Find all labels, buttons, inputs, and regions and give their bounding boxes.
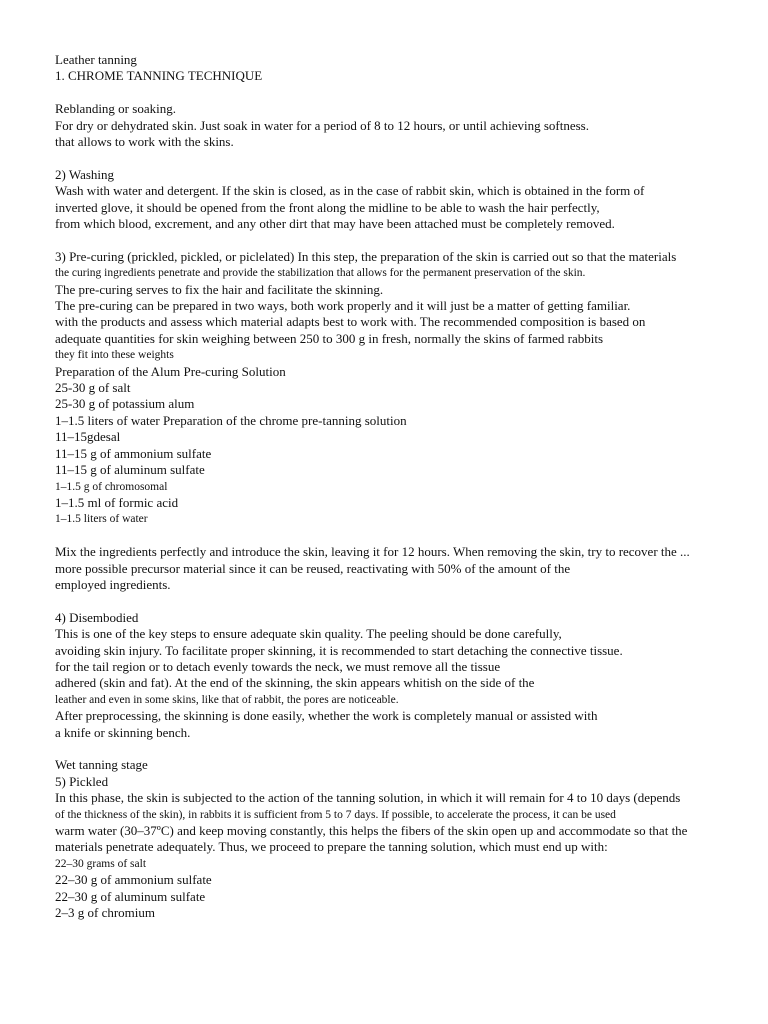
main-heading: 1. CHROME TANNING TECHNIQUE [55,68,263,84]
text-line: leather and even in some skins, like that of rabbit, the pores are noticeable. [55,693,399,706]
text-line: from which blood, excrement, and any other dirt that may have been attached must be completely removed. [55,216,615,232]
text-line: adequate quantities for skin weighing between 250 to 300 g in fresh, normally the skins of farmed rabbits [55,330,604,346]
section-title: Reblanding or soaking. [55,101,176,117]
text-line: This is one of the key steps to ensure adequate skin quality. The peeling should be done carefully, [55,626,562,642]
text-line: In this phase, the skin is subjected to the action of the tanning solution, in which it will remain for 4 to 10 days (depends [55,790,681,806]
text-line: Mix the ingredients perfectly and introduce the skin, leaving it for 12 hours. When removing the skin, try to recover the ... [55,544,690,560]
text-line: with the products and assess which material adapts best to work with. The recommended composition is based on [55,314,646,330]
ingredient-line: 2–3 g of chromium [55,905,156,921]
spacer [55,741,745,757]
text-line: more possible precursor material since it can be reused, reactivating with 50% of the amount of the [55,560,571,576]
text-line: of the thickness of the skin), in rabbits it is sufficient from 5 to 7 days. If possible, to accelerate the process, it can be used [55,808,616,821]
section-title: 2) Washing [55,166,115,182]
subsection-title: Preparation of the Alum Pre-curing Solution [55,363,286,379]
text-line: The pre-curing serves to fix the hair and facilitate the skinning. [55,281,384,297]
spacer [55,232,745,248]
ingredient-line: 11–15 g of ammonium sulfate [55,445,212,461]
ingredient-line: 11–15 g of aluminum sulfate [55,462,205,478]
ingredient-line: 25-30 g of potassium alum [55,396,195,412]
text-line: After preprocessing, the skinning is done easily, whether the work is completely manual or assisted with [55,708,598,724]
ingredient-line: 25-30 g of salt [55,380,131,396]
section-title: 3) Pre-curing (prickled, pickled, or piclelated) In this step, the preparation of the skin is carried out so that the materials [55,248,677,264]
text-line: materials penetrate adequately. Thus, we proceed to prepare the tanning solution, which must end up with: [55,839,608,855]
ingredient-line: 1–1.5 ml of formic acid [55,494,179,510]
ingredient-line: 22–30 g of ammonium sulfate [55,872,212,888]
spacer [55,593,745,609]
text-line: employed ingredients. [55,576,171,592]
text-line: avoiding skin injury. To facilitate proper skinning, it is recommended to start detaching the connective tissue. [55,642,623,658]
text-line: Wash with water and detergent. If the skin is closed, as in the case of rabbit skin, which is obtained in the form of [55,183,645,199]
stage-title: Wet tanning stage [55,757,148,773]
text-line: they fit into these weights [55,349,174,362]
spacer [55,528,745,544]
spacer [55,150,745,166]
text-line: a knife or skinning bench. [55,724,191,740]
ingredient-line: 1–1.5 liters of water Preparation of the chrome pre-tanning solution [55,412,407,428]
spacer [55,85,745,101]
ingredient-line: 11–15gdesal [55,429,121,445]
text-line: The pre-curing can be prepared in two ways, both work properly and it will just be a matter of getting familiar. [55,298,631,314]
document-title: Leather tanning [55,52,137,67]
text-line: adhered (skin and fat). At the end of the skinning, the skin appears whitish on the side of the [55,675,535,691]
ingredient-line: 1–1.5 liters of water [55,513,148,526]
section-title: 4) Disembodied [55,609,139,625]
ingredient-line: 1–1.5 g of chromosomal [55,480,168,493]
text-line: warm water (30–37ºC) and keep moving constantly, this helps the fibers of the skin open up and accommodate so that the [55,823,688,838]
ingredient-line: 22–30 g of aluminum sulfate [55,888,206,904]
text-line: For dry or dehydrated skin. Just soak in water for a period of 8 to 12 hours, or until achieving softness. [55,117,589,133]
text-line: that allows to work with the skins. [55,134,234,150]
text-line: inverted glove, it should be opened from the front along the midline to be able to wash the hair perfectly, [55,199,600,215]
text-line: for the tail region or to detach evenly towards the neck, we must remove all the tissue [55,658,501,674]
document-body [55,52,745,921]
text-line: the curing ingredients penetrate and provide the stabilization that allows for the permanent preservation of the skin. [55,267,586,280]
section-title: 5) Pickled [55,773,109,789]
ingredient-line: 22–30 grams of salt [55,857,147,870]
